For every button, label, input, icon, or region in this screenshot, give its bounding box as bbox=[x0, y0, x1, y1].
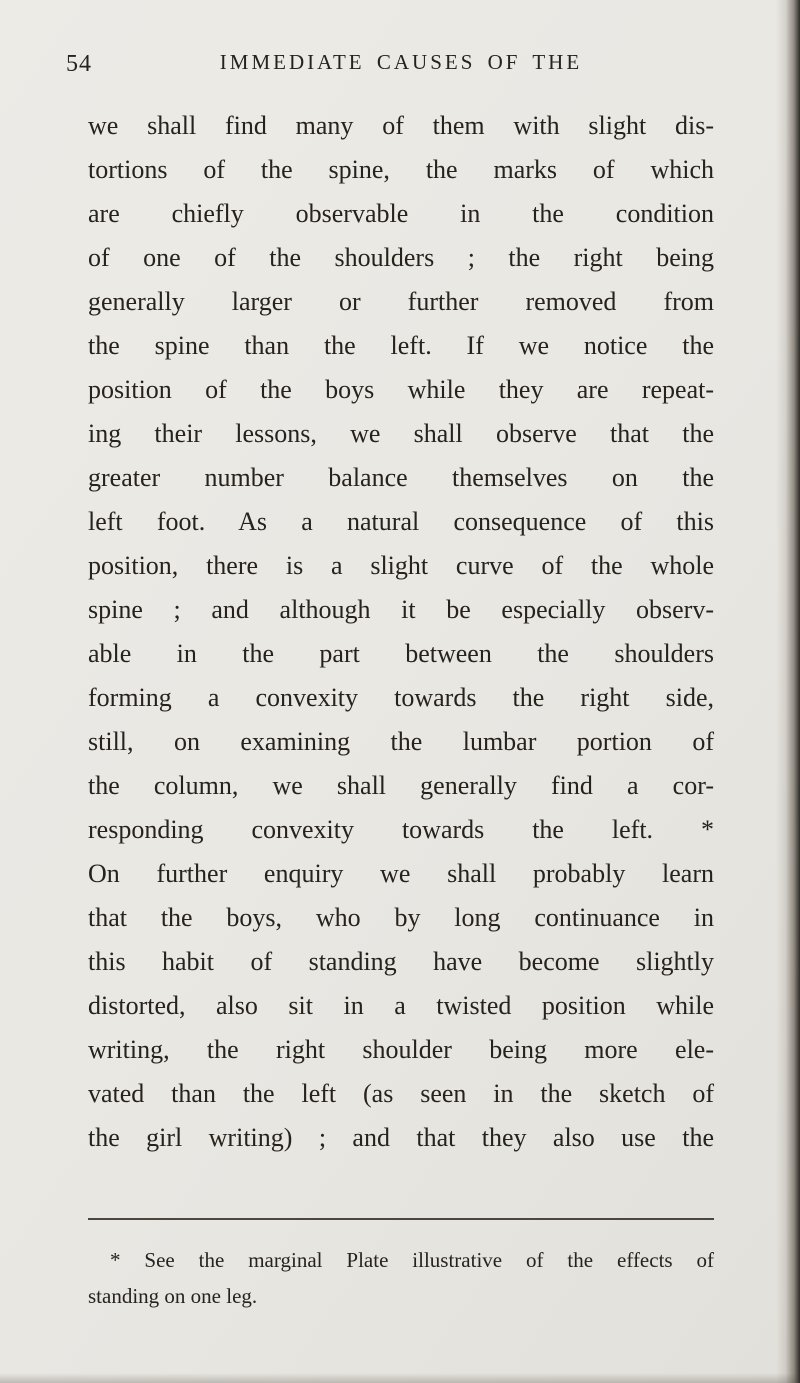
body-line: responding convexity towards the left. * bbox=[88, 815, 714, 844]
footnote-line: standing on one leg. bbox=[88, 1284, 258, 1308]
body-text bbox=[88, 104, 714, 1160]
body-line: greater number balance themselves on the bbox=[88, 463, 714, 492]
page-edge-shadow bbox=[776, 0, 800, 1383]
body-line: that the boys, who by long continuance in bbox=[88, 903, 714, 932]
page-bottom-shadow bbox=[0, 1373, 800, 1383]
body-line: distorted, also sit in a twisted position while bbox=[88, 991, 714, 1020]
page-number: 54 bbox=[66, 51, 92, 77]
running-head: IMMEDIATE CAUSES OF THE bbox=[219, 50, 583, 74]
body-line: spine ; and although it be especially observ- bbox=[88, 595, 714, 624]
body-line: of one of the shoulders ; the right being bbox=[88, 243, 714, 272]
footnote-line: * See the marginal Plate illustrative of the effects of bbox=[110, 1248, 714, 1272]
body-line: able in the part between the shoulders bbox=[88, 639, 714, 668]
body-line: position of the boys while they are repeat- bbox=[88, 375, 714, 404]
body-line: still, on examining the lumbar portion of bbox=[88, 727, 714, 756]
body-line: are chiefly observable in the condition bbox=[88, 199, 714, 228]
body-line: this habit of standing have become slightly bbox=[88, 947, 714, 976]
page-header bbox=[66, 48, 714, 80]
body-line: the spine than the left. If we notice the bbox=[88, 331, 714, 360]
body-line: the column, we shall generally find a cor- bbox=[88, 771, 714, 800]
body-line: writing, the right shoulder being more ele- bbox=[88, 1035, 714, 1064]
body-line: vated than the left (as seen in the sketch of bbox=[88, 1079, 714, 1108]
body-line: ing their lessons, we shall observe that the bbox=[88, 419, 714, 448]
body-line: the girl writing) ; and that they also use the bbox=[88, 1123, 714, 1152]
body-line: we shall find many of them with slight dis- bbox=[88, 111, 714, 140]
body-line: forming a convexity towards the right side, bbox=[88, 683, 714, 712]
body-line: On further enquiry we shall probably learn bbox=[88, 859, 714, 888]
footnote bbox=[88, 1242, 714, 1314]
body-line: generally larger or further removed from bbox=[88, 287, 714, 316]
body-line: tortions of the spine, the marks of which bbox=[88, 155, 714, 184]
body-line: position, there is a slight curve of the whole bbox=[88, 551, 714, 580]
body-line: left foot. As a natural consequence of this bbox=[88, 507, 714, 536]
footnote-rule bbox=[88, 1218, 714, 1220]
